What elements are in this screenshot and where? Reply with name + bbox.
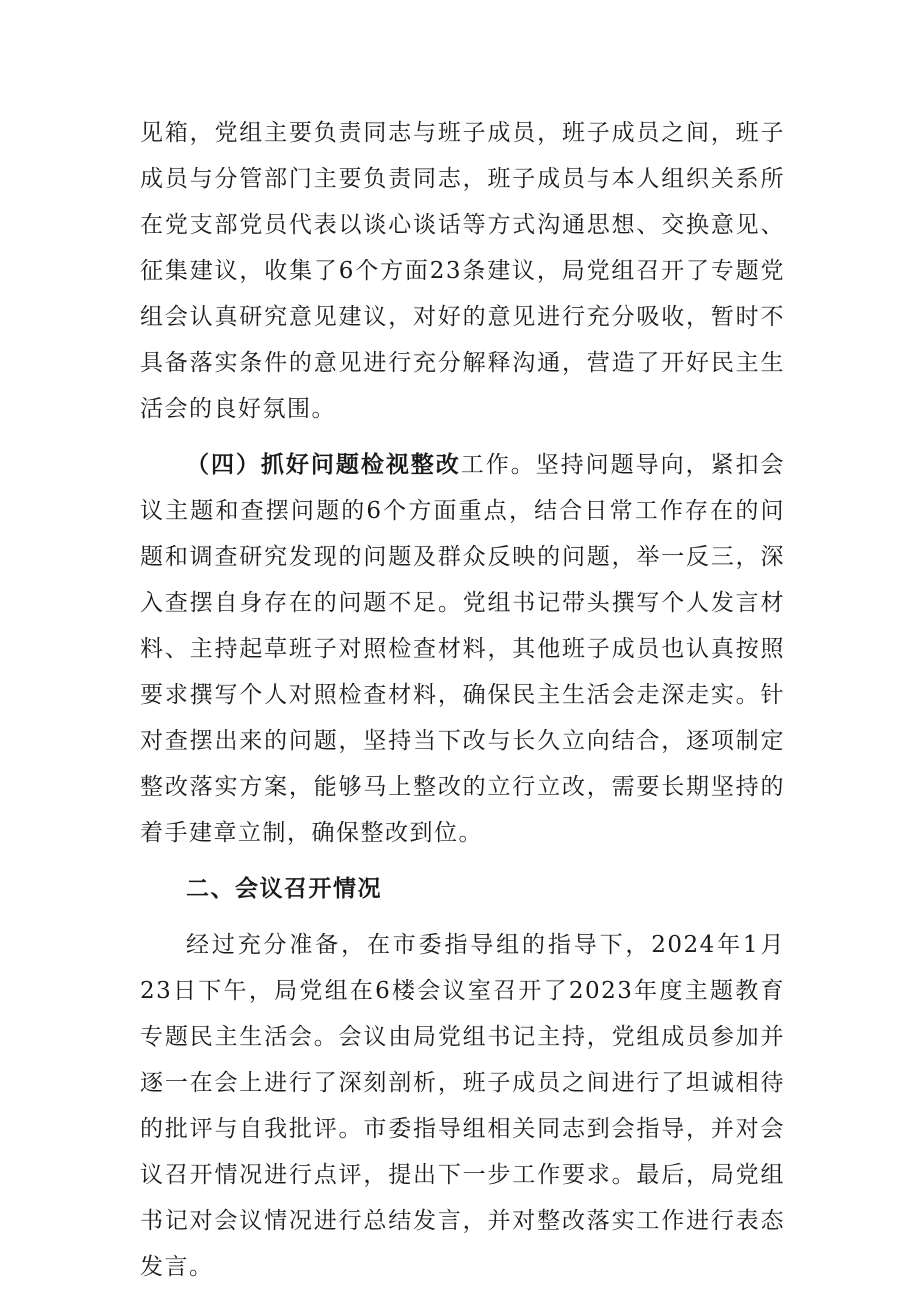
document-page — [140, 110, 785, 1300]
section-body: 经过充分准备，在市委指导组的指导下，2024年1月23日下午，局党组在6楼会议室召开了2023年度主题教育专题民主生活会。会议由局党组书记主持，党组成员参加并逐一在会上进行了深刻剖析，班子成员之间进行了坦诚相待的批评与自我批评。市委指导组相关同志到会指导，并对会议召开情况进行点评，提出下一步工作要求。最后，局党组书记对会议情况进行总结发言，并对整改落实工作进行表态发言。 — [140, 932, 785, 1280]
paragraph-problem-rectification — [140, 442, 785, 856]
section-heading: 二、会议召开情况 — [186, 875, 382, 902]
paragraph-text: 见箱，党组主要负责同志与班子成员，班子成员之间，班子成员与分管部门主要负责同志，班子成员与本人组织关系所在党支部党员代表以谈心谈话等方式沟通思想、交换意见、征集建议，收集了6个方面23条建议，局党组召开了专题党组会认真研究意见建议，对好的意见进行充分吸收，暂时不具备落实条件的意见进行充分解释沟通，营造了开好民主生活会的良好氛围。 — [140, 120, 785, 422]
paragraph-lead: （四）抓好问题检视整改 — [186, 451, 461, 478]
paragraph-text: 工作。坚持问题导向，紧扣会议主题和查摆问题的6个方面重点，结合日常工作存在的问题和调查研究发现的问题及群众反映的问题，举一反三，深入查摆自身存在的问题不足。党组书记带头撰写个人发言材料、主持起草班子对照检查材料，其他班子成员也认真按照要求撰写个人对照检查材料，确保民主生活会走深走实。针对查摆出来的问题，坚持当下改与长久立向结合，逐项制定整改落实方案，能够马上整改的立行立改，需要长期坚持的着手建章立制，确保整改到位。 — [140, 452, 786, 846]
paragraph-suggestions — [140, 110, 785, 432]
